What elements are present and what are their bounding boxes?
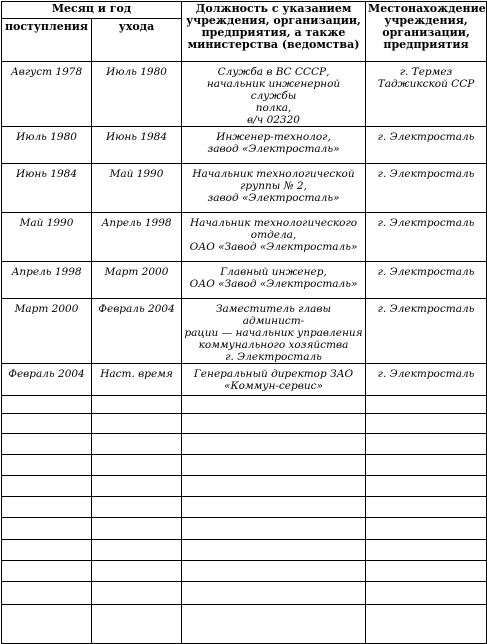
table-row: [2, 299, 487, 364]
empty-cell: [92, 540, 182, 561]
empty-cell: [366, 476, 487, 497]
position-cell-line: «Коммун-сервис»: [224, 380, 323, 392]
empty-cell: [366, 540, 487, 561]
position-cell: [182, 364, 366, 396]
empty-row: [2, 561, 487, 582]
empty-cell: [366, 605, 487, 644]
empty-cell: [2, 561, 92, 582]
start-date-cell: Апрель 1998: [2, 262, 92, 299]
position-cell-line: г. Электросталь: [225, 351, 322, 363]
position-cell-line: завод «Электросталь»: [207, 192, 340, 204]
location-cell: [366, 127, 487, 164]
location-cell: [366, 213, 487, 262]
position-cell-line: завод «Электросталь»: [207, 143, 340, 155]
empty-cell: [182, 476, 366, 497]
position-cell: [182, 299, 366, 364]
position-cell: [182, 213, 366, 262]
location-cell: [366, 364, 487, 396]
empty-cell: [182, 605, 366, 644]
location-cell-line: г. Электросталь: [377, 131, 475, 143]
empty-cell: [182, 582, 366, 605]
position-cell-line: в/ч 02320: [247, 114, 300, 126]
empty-cell: [182, 414, 366, 434]
empty-cell: [182, 396, 366, 414]
empty-cell: [92, 582, 182, 605]
empty-cell: [2, 582, 92, 605]
empty-cell: [2, 434, 92, 455]
position-cell-line: полка,: [255, 102, 292, 114]
empty-cell: [366, 414, 487, 434]
position-cell-line: коммунального хозяйства: [198, 339, 349, 351]
location-cell: [366, 164, 487, 213]
empty-cell: [182, 497, 366, 518]
empty-cell: [2, 476, 92, 497]
location-cell-line: Таджикской ССР: [377, 78, 475, 90]
end-date-cell: Июнь 1984: [92, 127, 182, 164]
end-date-cell: Март 2000: [92, 262, 182, 299]
empty-cell: [366, 518, 487, 540]
table-row: [2, 62, 487, 127]
position-cell: [182, 262, 366, 299]
empty-row: [2, 540, 487, 561]
position-cell-line: Генеральный директор ЗАО: [193, 368, 354, 380]
empty-cell: [366, 582, 487, 605]
empty-cell: [92, 605, 182, 644]
empty-row: [2, 396, 487, 414]
location-cell-line: г. Электросталь: [377, 368, 475, 380]
position-cell-line: отдела,: [250, 229, 297, 241]
table-row: [2, 213, 487, 262]
empty-cell: [92, 561, 182, 582]
empty-cell: [2, 540, 92, 561]
empty-cell: [182, 561, 366, 582]
empty-row: [2, 455, 487, 476]
position-cell-line: Начальник технологической: [192, 168, 355, 180]
position-cell-line: ОАО «Завод «Электросталь»: [189, 278, 358, 290]
location-cell: [366, 62, 487, 127]
empty-cell: [92, 518, 182, 540]
empty-cell: [92, 476, 182, 497]
location-cell-line: г. Термез: [399, 66, 453, 78]
location-header: Местонахождение учреждения, организации, предприятия: [366, 2, 487, 62]
empty-row: [2, 582, 487, 605]
end-date-cell: Апрель 1998: [92, 213, 182, 262]
location-cell-line: г. Электросталь: [377, 168, 475, 180]
start-date-cell: Май 1990: [2, 213, 92, 262]
empty-cell: [2, 396, 92, 414]
empty-cell: [92, 414, 182, 434]
employment-history-table: [1, 1, 487, 644]
empty-row: [2, 434, 487, 455]
position-cell-line: начальник инженерной службы: [206, 78, 341, 102]
admission-header: поступления: [2, 19, 92, 62]
end-date-cell: Май 1990: [92, 164, 182, 213]
start-date-cell: Март 2000: [2, 299, 92, 364]
month-year-header: Месяц и год: [2, 2, 182, 19]
empty-cell: [182, 455, 366, 476]
position-cell-line: Служба в ВС СССР,: [217, 66, 330, 78]
start-date-cell: Февраль 2004: [2, 364, 92, 396]
empty-cell: [2, 605, 92, 644]
position-cell-line: рации — начальник управления: [184, 327, 363, 339]
table-row: [2, 164, 487, 213]
empty-cell: [92, 434, 182, 455]
end-date-cell: Наст. время: [92, 364, 182, 396]
end-date-cell: Февраль 2004: [92, 299, 182, 364]
empty-cell: [2, 497, 92, 518]
location-cell-line: г. Электросталь: [377, 266, 475, 278]
table-row: [2, 127, 487, 164]
empty-cell: [366, 434, 487, 455]
position-cell-line: группы № 2,: [240, 180, 307, 192]
position-cell: [182, 164, 366, 213]
start-date-cell: Июнь 1984: [2, 164, 92, 213]
start-date-cell: Июль 1980: [2, 127, 92, 164]
start-date-cell: Август 1978: [2, 62, 92, 127]
empty-cell: [182, 518, 366, 540]
empty-cell: [2, 414, 92, 434]
empty-cell: [366, 455, 487, 476]
position-cell-line: ОАО «Завод «Электросталь»: [189, 241, 358, 253]
table-header: [2, 2, 487, 62]
empty-cell: [92, 396, 182, 414]
end-date-cell: Июль 1980: [92, 62, 182, 127]
empty-row: [2, 497, 487, 518]
position-cell: [182, 127, 366, 164]
table-row: [2, 364, 487, 396]
empty-row: [2, 605, 487, 644]
location-cell-line: г. Электросталь: [377, 303, 475, 315]
empty-cell: [92, 497, 182, 518]
empty-cell: [182, 540, 366, 561]
position-header: Должность с указанием учреждения, организации, предприятия, а также министерства (ведомства): [182, 2, 366, 62]
location-cell: [366, 262, 487, 299]
empty-row: [2, 476, 487, 497]
position-cell-line: Главный инженер,: [220, 266, 327, 278]
empty-cell: [2, 455, 92, 476]
position-cell: [182, 62, 366, 127]
empty-cell: [366, 497, 487, 518]
position-cell-line: Инженер-технолог,: [216, 131, 331, 143]
empty-cell: [92, 455, 182, 476]
table-body: [2, 62, 487, 644]
position-cell-line: Начальник технологического: [189, 217, 358, 229]
empty-cell: [366, 396, 487, 414]
empty-cell: [366, 561, 487, 582]
empty-cell: [2, 518, 92, 540]
empty-cell: [182, 434, 366, 455]
empty-row: [2, 518, 487, 540]
table-row: [2, 262, 487, 299]
location-cell-line: г. Электросталь: [377, 217, 475, 229]
position-cell-line: Заместитель главы админист-: [215, 303, 332, 327]
departure-header: ухода: [92, 19, 182, 62]
empty-row: [2, 414, 487, 434]
location-cell: [366, 299, 487, 364]
